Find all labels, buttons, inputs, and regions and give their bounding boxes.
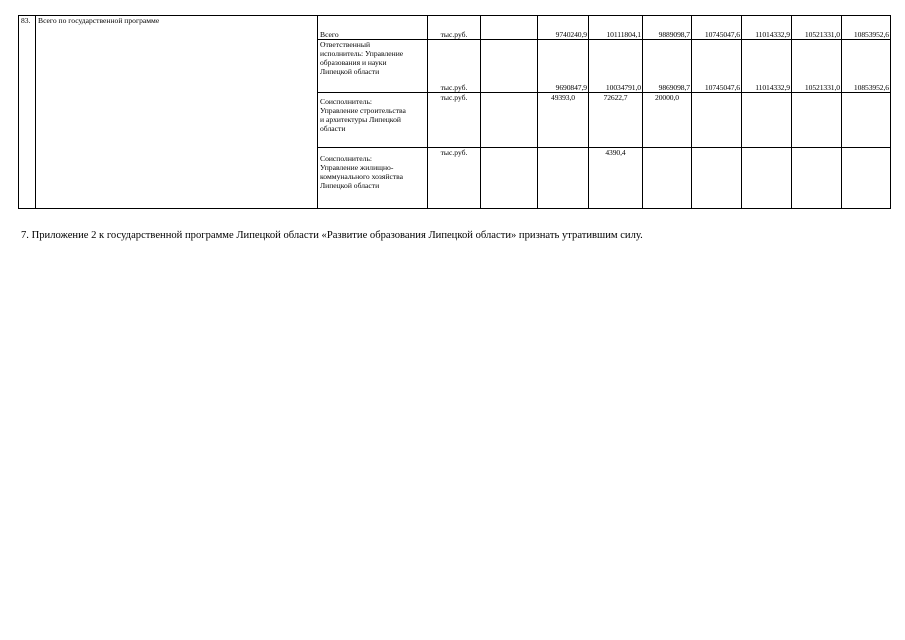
unit-cell: тыс.руб. xyxy=(428,148,481,209)
row-label-line: Соисполнитель: xyxy=(320,97,373,106)
value-cell: 49393,0 xyxy=(538,93,589,148)
value-cell: 9740240,9 xyxy=(538,16,589,40)
value-cell: 11014332,9 xyxy=(742,16,792,40)
value-cell xyxy=(481,16,538,40)
value-cell: 10853952,6 xyxy=(842,40,891,93)
table-row xyxy=(19,16,891,40)
row-label-cell xyxy=(318,93,428,148)
value-cell: 9889098,7 xyxy=(643,16,692,40)
value-cell xyxy=(842,93,891,148)
value-cell: 10034791,0 xyxy=(589,40,643,93)
row-label-line: исполнитель: Управление xyxy=(320,49,404,58)
value-cell: 10745047,6 xyxy=(692,16,742,40)
row-label-line: и архитектуры Липецкой xyxy=(320,115,401,124)
row-title-cell: Всего по государственной программе xyxy=(36,16,318,209)
row-label: Всего xyxy=(320,30,339,39)
value-cell xyxy=(692,148,742,209)
value-cell: 10111804,1 xyxy=(589,16,643,40)
value-cell: 9690847,9 xyxy=(538,40,589,93)
value-cell xyxy=(792,93,842,148)
value-cell: 10853952,6 xyxy=(842,16,891,40)
row-label-line: Липецкой области xyxy=(320,181,380,190)
value-cell: 10521331,0 xyxy=(792,16,842,40)
row-label-line: области xyxy=(320,124,346,133)
footnote-paragraph: 7. Приложение 2 к государственной программе Липецкой области «Развитие образования Липецкой области» признать утратившим силу. xyxy=(21,230,643,241)
value-cell: 10745047,6 xyxy=(692,40,742,93)
unit-cell: тыс.руб. xyxy=(428,40,481,93)
row-label-cell xyxy=(318,148,428,209)
value-cell xyxy=(692,93,742,148)
unit-cell: тыс.руб. xyxy=(428,93,481,148)
row-label-cell xyxy=(318,40,428,93)
value-cell xyxy=(538,148,589,209)
value-cell xyxy=(481,93,538,148)
value-cell xyxy=(481,148,538,209)
value-cell: 20000,0 xyxy=(643,93,692,148)
row-label-line: Ответственный xyxy=(320,40,371,49)
value-cell xyxy=(742,148,792,209)
value-cell xyxy=(842,148,891,209)
value-cell: 10521331,0 xyxy=(792,40,842,93)
value-cell: 72622,7 xyxy=(589,93,643,148)
row-label-cell xyxy=(318,16,428,40)
row-label-line: образования и науки xyxy=(320,58,387,67)
row-label-line: Управление жилищно- xyxy=(320,163,394,172)
row-label-line: коммунального хозяйства xyxy=(320,172,404,181)
value-cell xyxy=(792,148,842,209)
value-cell: 9869098,7 xyxy=(643,40,692,93)
unit-cell: тыс.руб. xyxy=(428,16,481,40)
value-cell xyxy=(742,93,792,148)
row-label-line: Липецкой области xyxy=(320,67,380,76)
value-cell xyxy=(481,40,538,93)
program-table xyxy=(18,15,891,209)
row-label-line: Соисполнитель: xyxy=(320,154,373,163)
value-cell: 11014332,9 xyxy=(742,40,792,93)
value-cell xyxy=(643,148,692,209)
row-number-cell: 83. xyxy=(19,16,36,209)
row-label-line: Управление строительства xyxy=(320,106,406,115)
value-cell: 4390,4 xyxy=(589,148,643,209)
